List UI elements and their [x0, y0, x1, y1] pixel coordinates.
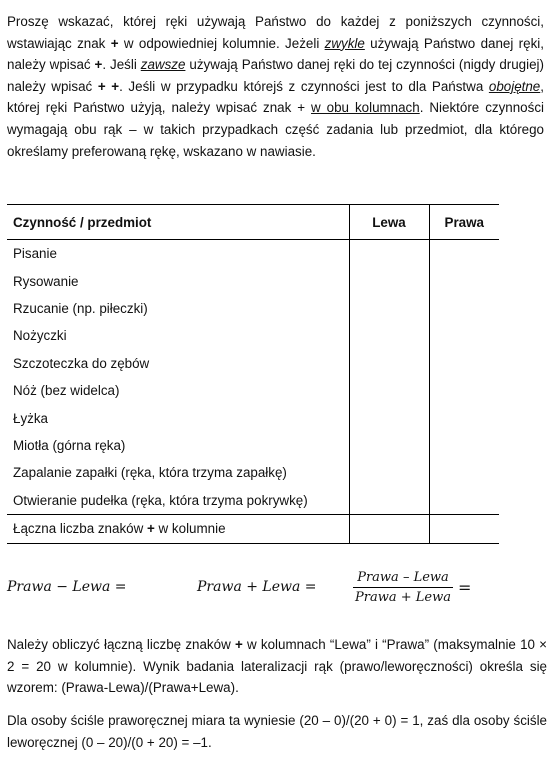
left-cell[interactable]: [349, 432, 429, 459]
activity-label: Otwieranie pudełka (ręka, która trzyma pokrywkę): [13, 492, 308, 508]
left-cell[interactable]: [349, 322, 429, 349]
formula-difference-expr: Prawa − Lewa: [7, 579, 111, 595]
equals-sign: =: [300, 579, 317, 595]
header-activity: Czynność / przedmiot: [7, 205, 349, 240]
explanation-text: w kolumnach “Lewa” i “Prawa” (maksymalnie 10 × 2 = 20 w kolumnie). Wynik badania lateralizacji rąk (prawo/leworęczności) określa się wzorem: (Prawa-Lewa)/(Prawa+Lewa).: [7, 637, 547, 696]
table-header-row: [7, 205, 499, 240]
total-label-text: w kolumnie: [154, 521, 226, 537]
activity-label: Miotła (górna ręka): [13, 437, 126, 453]
formula-row: [7, 568, 547, 608]
table-row: [7, 377, 499, 404]
explanation-paragraph: [7, 634, 547, 699]
right-cell[interactable]: [429, 295, 499, 322]
example-paragraph: Dla osoby ściśle praworęcznej miara ta wyniesie (20 – 0)/(20 + 0) = 1, zaś dla osoby ściśle leworęcznej (0 – 20)/(0 + 20) = –1.: [7, 713, 547, 750]
left-cell[interactable]: [349, 459, 429, 486]
table-row: [7, 459, 499, 486]
left-cell[interactable]: [349, 267, 429, 294]
instructions-text: Proszę wskazać, której ręki używają Państwo do każdej z poniższych czynności, wstawiając znak: [7, 14, 544, 51]
instructions-text: . Jeśli: [102, 57, 141, 73]
table-row: [7, 487, 499, 515]
table-row: [7, 432, 499, 459]
activity-label: Nożyczki: [13, 328, 67, 344]
table-row: [7, 240, 499, 268]
right-total-cell[interactable]: [429, 514, 499, 543]
formula-sum: [197, 579, 317, 595]
instructions-text: . Niektóre czynności wymagają obu rąk – w takich przypadkach część zadania lub przedmiot, dla którego określamy preferowaną rękę, wskazano w nawiasie.: [7, 100, 544, 159]
activity-label: Szczoteczka do zębów: [13, 355, 150, 371]
formula-ratio: [353, 570, 453, 605]
left-cell[interactable]: [349, 240, 429, 268]
right-cell[interactable]: [429, 404, 499, 431]
emphasis-obu-kolumnach: w obu kolumnach: [311, 100, 420, 116]
activity-label: Zapalanie zapałki (ręka, która trzyma zapałkę): [13, 465, 287, 481]
instructions-paragraph: [7, 11, 544, 162]
emphasis-zwykle: zwykle: [324, 35, 365, 51]
activity-label: Łyżka: [13, 410, 48, 426]
left-total-cell[interactable]: [349, 514, 429, 543]
table-row: [7, 267, 499, 294]
equals-sign: =: [458, 578, 472, 597]
table-row: [7, 350, 499, 377]
left-cell[interactable]: [349, 295, 429, 322]
right-cell[interactable]: [429, 350, 499, 377]
plus-sign: +: [146, 521, 155, 537]
right-cell[interactable]: [429, 377, 499, 404]
activity-label: Nóż (bez widelca): [13, 383, 120, 399]
double-plus-sign: + +: [97, 78, 120, 94]
emphasis-zawsze: zawsze: [140, 57, 186, 73]
activity-label: Pisanie: [13, 246, 57, 262]
left-cell[interactable]: [349, 350, 429, 377]
total-label: [7, 514, 349, 543]
right-cell[interactable]: [429, 240, 499, 268]
formula-difference: [7, 579, 127, 595]
emphasis-obojetne: obojętne: [488, 78, 541, 94]
header-left: Lewa: [349, 205, 429, 240]
instructions-text: , której ręki Państwo użyją, należy wpisać znak +: [7, 78, 544, 116]
equals-sign: =: [110, 579, 127, 595]
header-right: Prawa: [429, 205, 499, 240]
left-cell[interactable]: [349, 404, 429, 431]
plus-sign: +: [94, 57, 103, 73]
instructions-text: używają Państwo danej ręki, należy wpisać: [7, 35, 544, 73]
explanation-text: Należy obliczyć łączną liczbę znaków: [7, 637, 235, 652]
left-cell[interactable]: [349, 487, 429, 515]
handedness-table: [7, 204, 499, 544]
formula-sum-expr: Prawa + Lewa: [197, 579, 301, 595]
left-cell[interactable]: [349, 377, 429, 404]
total-label-text: Łączna liczba znaków: [13, 521, 147, 537]
plus-sign: +: [110, 35, 119, 51]
right-cell[interactable]: [429, 267, 499, 294]
ratio-numerator: Prawa – Lewa: [357, 570, 449, 585]
table-row: [7, 322, 499, 349]
ratio-denominator: Prawa + Lewa: [353, 587, 453, 605]
plus-sign: +: [234, 637, 243, 652]
instructions-text: używają Państwo danej ręki do tej czynności (nigdy drugiej) należy wpisać: [7, 57, 544, 94]
total-row: [7, 514, 499, 543]
table-row: [7, 404, 499, 431]
right-cell[interactable]: [429, 487, 499, 515]
right-cell[interactable]: [429, 322, 499, 349]
instructions-text: w odpowiedniej kolumnie. Jeżeli: [118, 35, 325, 51]
table-row: [7, 295, 499, 322]
activity-label: Rzucanie (np. piłeczki): [13, 300, 148, 316]
instructions-text: . Jeśli w przypadku którejś z czynności jest to dla Państwa: [119, 78, 489, 94]
right-cell[interactable]: [429, 432, 499, 459]
right-cell[interactable]: [429, 459, 499, 486]
activity-label: Rysowanie: [13, 273, 79, 289]
